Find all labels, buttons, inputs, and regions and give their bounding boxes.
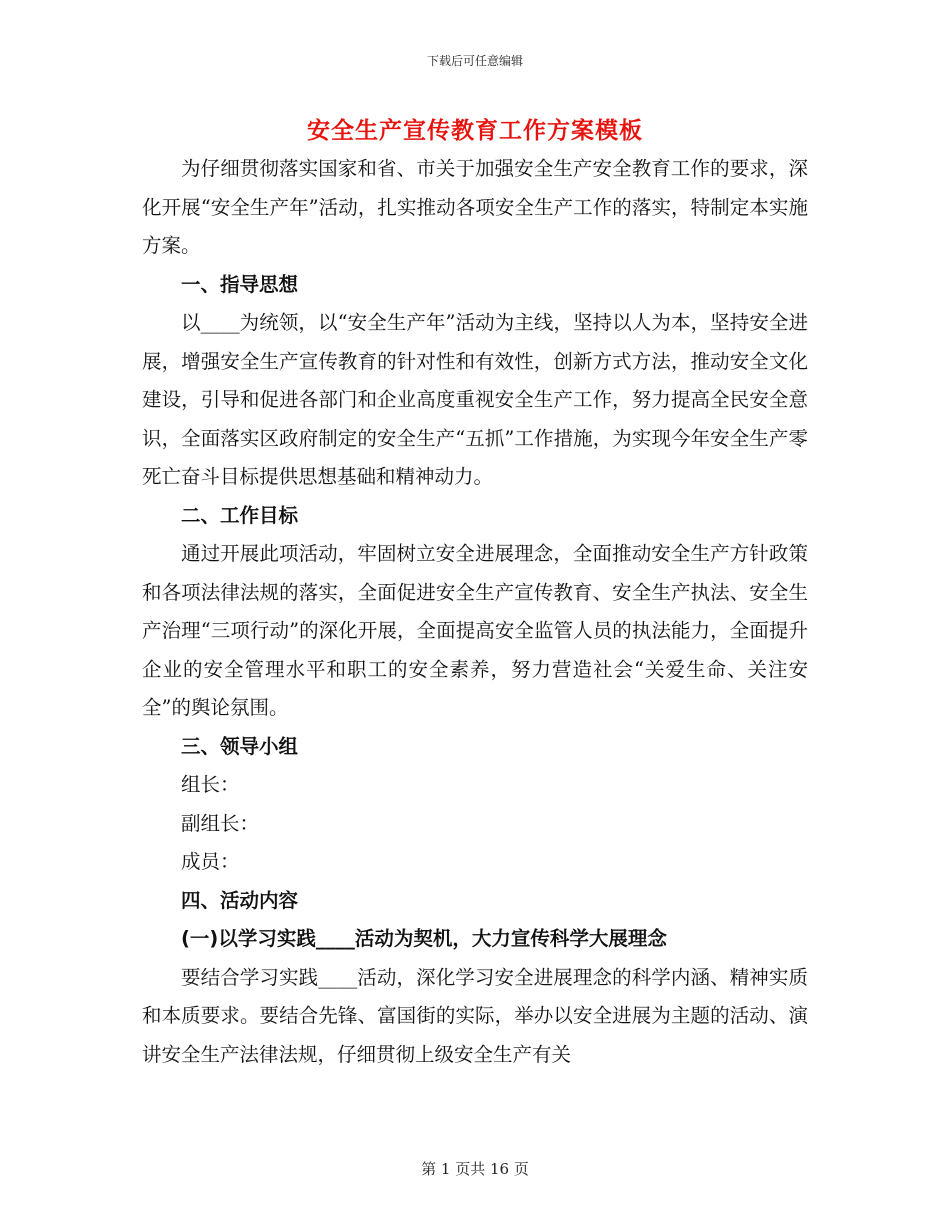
intro-paragraph: 为仔细贯彻落实国家和省、市关于加强安全生产安全教育工作的要求，深化开展“安全生产年”活动，扎实推动各项安全生产工作的落实，特制定本实施方案。 <box>142 157 808 257</box>
subsection-1-paragraph: 要结合学习实践____活动，深化学习安全进展理念的科学内涵、精神实质和本质要求。要结合先锋、富国街的实际，举办以安全进展为主题的活动、演讲安全生产法律法规，仔细贯彻上级安全生产有关 <box>142 965 808 1066</box>
deputy-leader-line: 副组长： <box>181 811 260 835</box>
page-header: 下载后可任意编辑 <box>426 54 523 68</box>
leader-line: 组长： <box>181 773 240 796</box>
guiding-ideology-paragraph: 以____为统领，以“安全生产年”活动为主线，坚持以人为本，坚持安全进展，增强安全生产宣传教育的针对性和有效性，创新方式方法，推动安全文化建设，引导和促进各部门和企业高度重视安全生产工作，努力提高全民安全意识，全面落实区政府制定的安全生产“五抓”工作措施，为实现今年安全生产零死亡奋斗目标提供思想基础和精神动力。 <box>142 311 808 488</box>
subsection-heading-1: (一)以学习实践____活动为契机，大力宣传科学大展理念 <box>181 927 667 950</box>
section-heading-activity-content: 四、活动内容 <box>181 888 299 912</box>
document-title: 安全生产宣传教育工作方案模板 <box>307 118 643 144</box>
document-body <box>142 150 808 1074</box>
section-heading-leadership-group: 三、领导小组 <box>181 734 299 758</box>
work-goals-paragraph: 通过开展此项活动，牢固树立安全进展理念，全面推动安全生产方针政策和各项法律法规的落实，全面促进安全生产宣传教育、安全生产执法、安全生产治理“三项行动”的深化开展，全面提高安全监管人员的执法能力，全面提升企业的安全管理水平和职工的安全素养，努力营造社会“关爱生命、关注安全”的舆论氛围。 <box>142 542 808 719</box>
section-heading-work-goals: 二、工作目标 <box>181 503 299 527</box>
members-line: 成员： <box>181 850 240 873</box>
page-footer: 第 1 页共 16 页 <box>421 1160 529 1178</box>
section-heading-guiding-ideology: 一、指导思想 <box>181 272 299 296</box>
